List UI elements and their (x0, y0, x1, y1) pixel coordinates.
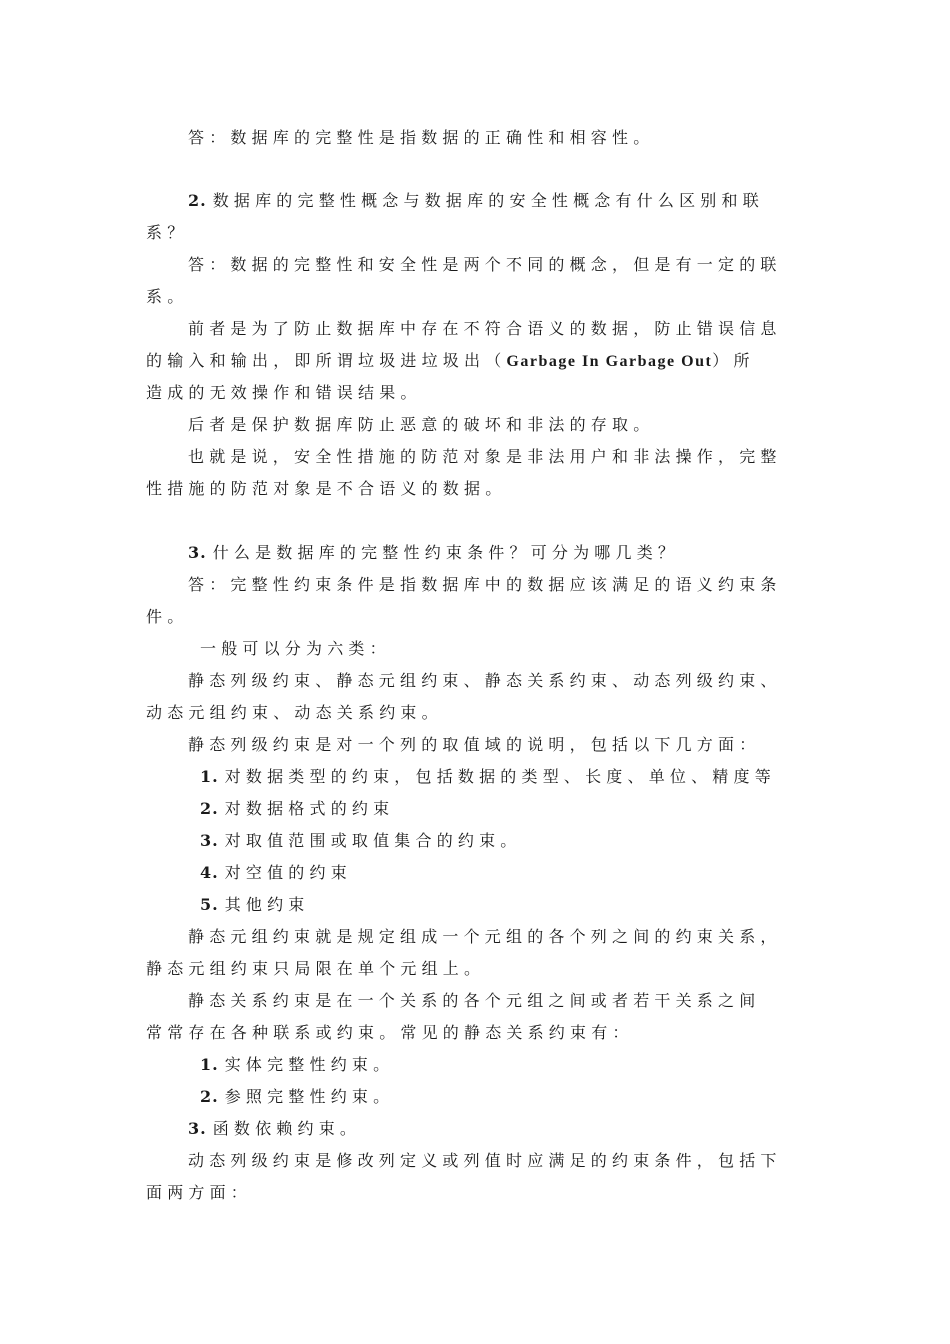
list-item: 1. 实体完整性约束。 (200, 1055, 395, 1074)
dynamic-column-paragraph-cont: 面两方面： (146, 1183, 253, 1202)
question-2-cont: 系？ (146, 223, 189, 242)
paragraph-former-cont-2: 造成的无效操作和错误结果。 (146, 383, 422, 402)
list-item: 5. 其他约束 (200, 895, 310, 914)
paragraph-former-cont: 的输入和输出，即所谓垃圾进垃圾出（Garbage In Garbage Out）所 (146, 351, 755, 370)
list-item: 3. 函数依赖约束。 (188, 1119, 362, 1138)
dynamic-column-paragraph: 动态列级约束是修改列定义或列值时应满足的约束条件，包括下 (188, 1151, 782, 1170)
static-tuple-paragraph-cont: 静态元组约束只局限在单个元组上。 (146, 959, 486, 978)
list-item: 2. 参照完整性约束。 (200, 1087, 395, 1106)
list-item: 4. 对空值的约束 (200, 863, 352, 882)
paragraph-latter: 后者是保护数据库防止恶意的破坏和非法的存取。 (188, 415, 655, 434)
answer-2-cont: 系。 (146, 287, 189, 306)
list-item: 1. 对数据类型的约束，包括数据的类型、长度、单位、精度等 (200, 767, 776, 786)
answer-1: 答：数据库的完整性是指数据的正确性和相容性。 (188, 128, 655, 147)
six-categories: 静态列级约束、静态元组约束、静态关系约束、动态列级约束、 (188, 671, 782, 690)
list-item: 2. 对数据格式的约束 (200, 799, 395, 818)
paragraph-summary-cont: 性措施的防范对象是不合语义的数据。 (146, 479, 507, 498)
answer-3: 答：完整性约束条件是指数据库中的数据应该满足的语义约束条 (188, 575, 782, 594)
question-3: 3. 什么是数据库的完整性约束条件？可分为哪几类？ (188, 543, 680, 562)
static-relation-paragraph-cont: 常常存在各种联系或约束。常见的静态关系约束有： (146, 1023, 634, 1042)
static-tuple-paragraph: 静态元组约束就是规定组成一个元组的各个列之间的约束关系， (188, 927, 782, 946)
list-item: 3. 对取值范围或取值集合的约束。 (200, 831, 522, 850)
question-2: 2. 数据库的完整性概念与数据库的安全性概念有什么区别和联 (188, 191, 764, 210)
static-relation-paragraph: 静态关系约束是在一个关系的各个元组之间或者若干关系之间 (188, 991, 761, 1010)
answer-3-cont: 件。 (146, 607, 189, 626)
static-column-intro: 静态列级约束是对一个列的取值域的说明，包括以下几方面： (188, 735, 761, 754)
six-categories-intro: 一般可以分为六类： (200, 639, 391, 658)
six-categories-cont: 动态元组约束、动态关系约束。 (146, 703, 443, 722)
answer-2: 答：数据的完整性和安全性是两个不同的概念，但是有一定的联 (188, 255, 782, 274)
paragraph-former: 前者是为了防止数据库中存在不符合语义的数据，防止错误信息 (188, 319, 782, 338)
paragraph-summary: 也就是说，安全性措施的防范对象是非法用户和非法操作，完整 (188, 447, 782, 466)
